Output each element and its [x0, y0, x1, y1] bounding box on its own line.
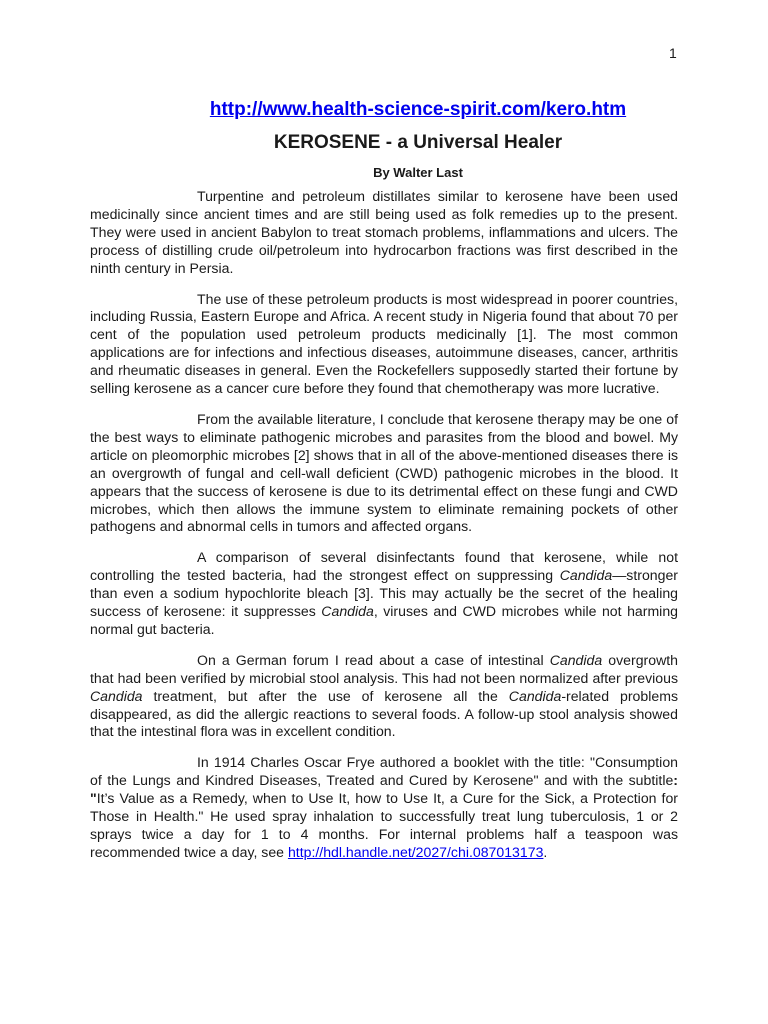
paragraph-text: . — [543, 843, 548, 860]
byline: By Walter Last — [373, 165, 463, 180]
italic-term: Candida — [508, 687, 562, 704]
paragraph-1 — [90, 188, 678, 278]
handle-link[interactable]: http://hdl.handle.net/2027/chi.087013173 — [287, 843, 544, 860]
page-title: KEROSENE - a Universal Healer — [273, 132, 563, 153]
paragraph-2 — [90, 291, 678, 398]
bold-punctuation: : " — [90, 772, 678, 807]
paragraph-text: overgrowth that had been verified by microbial stool analysis. This had not been normalized after previous — [90, 651, 679, 686]
paragraph-text: It’s Value as a Remedy, when to Use It, how to Use It, a Cure for the Sick, a Protection for Those in Health." He used spray inhalation to successfully treat lung tuberculosis, 1 or 2 sprays twice a day for 1 to 4 months. For internal problems half a teaspoon was recommended twice a day, see — [90, 790, 678, 860]
italic-term: Candida — [549, 651, 603, 668]
paragraph-6 — [90, 754, 678, 861]
paragraph-text: -related problems disappeared, as did the allergic reactions to several foods. A follow-up stool analysis showed that the intestinal flora was in excellent condition. — [90, 687, 678, 740]
italic-term: Candida — [321, 603, 374, 620]
paragraph-text: From the available literature, I conclude that kerosene therapy may be one of the best ways to eliminate pathogenic microbes and parasites from the blood and bowel. My article on pleomorphic microbes [2] shows that in all of the above-mentioned diseases there is an overgrowth of fungal and cell-wall deficient (CWD) pathogenic microbes in the blood. It appears that the success of kerosene is due to its detrimental effect on these fungi and CWD microbes, which then allows the immune system to eliminate remaining pockets of other pathogens and abnormal cells in tumors and affected organs. — [90, 410, 678, 535]
paragraph-text: , viruses and CWD microbes while not harming normal gut bacteria. — [90, 603, 678, 637]
paragraph-text: In 1914 Charles Oscar Frye authored a booklet with the title: "Consumption of the Lungs and Kindred Diseases, Treated and Cured by Kerosene" and with the subtitle — [90, 754, 678, 789]
italic-term: Candida — [90, 687, 143, 704]
paragraph-text: Turpentine and petroleum distillates similar to kerosene have been used medicinally since ancient times and are still being used as folk remedies up to the present. They were used in ancient Babylon to treat stomach problems, inflammations and ulcers. The process of distilling crude oil/petroleum into hydrocarbon fractions was first described in the ninth century in Persia. — [90, 188, 678, 276]
italic-term: Candida — [559, 567, 613, 584]
paragraph-4 — [90, 549, 678, 639]
paragraph-text: The use of these petroleum products is most widespread in poorer countries, including Russia, Eastern Europe and Africa. A recent study in Nigeria found that about 70 per cent of the population used petroleum products medicinally [1]. The most common applications are for infections and infectious diseases, autoimmune diseases, cancer, arthritis and rheumatic diseases in general. Even the Rockefellers supposedly started their fortune by selling kerosene as a cancer cure before they found that chemotherapy was more lucrative. — [90, 290, 678, 397]
paragraph-3 — [90, 411, 678, 536]
paragraph-text: A comparison of several disinfectants found that kerosene, while not controlling the tested bacteria, had the strongest effect on suppressing — [90, 549, 678, 584]
paragraph-text: On a German forum I read about a case of intestinal — [197, 651, 550, 668]
paragraph-text: —stronger than even a sodium hypochlorite bleach [3]. This may actually be the secret of the healing success of kerosene: it suppresses — [90, 567, 678, 620]
paragraph-5 — [90, 652, 678, 742]
page-number: 1 — [669, 45, 677, 61]
source-url-link[interactable]: http://www.health-science-spirit.com/kero.htm — [209, 99, 627, 120]
paragraph-text: treatment, but after the use of kerosene all the — [142, 687, 509, 704]
article-body — [90, 188, 678, 875]
